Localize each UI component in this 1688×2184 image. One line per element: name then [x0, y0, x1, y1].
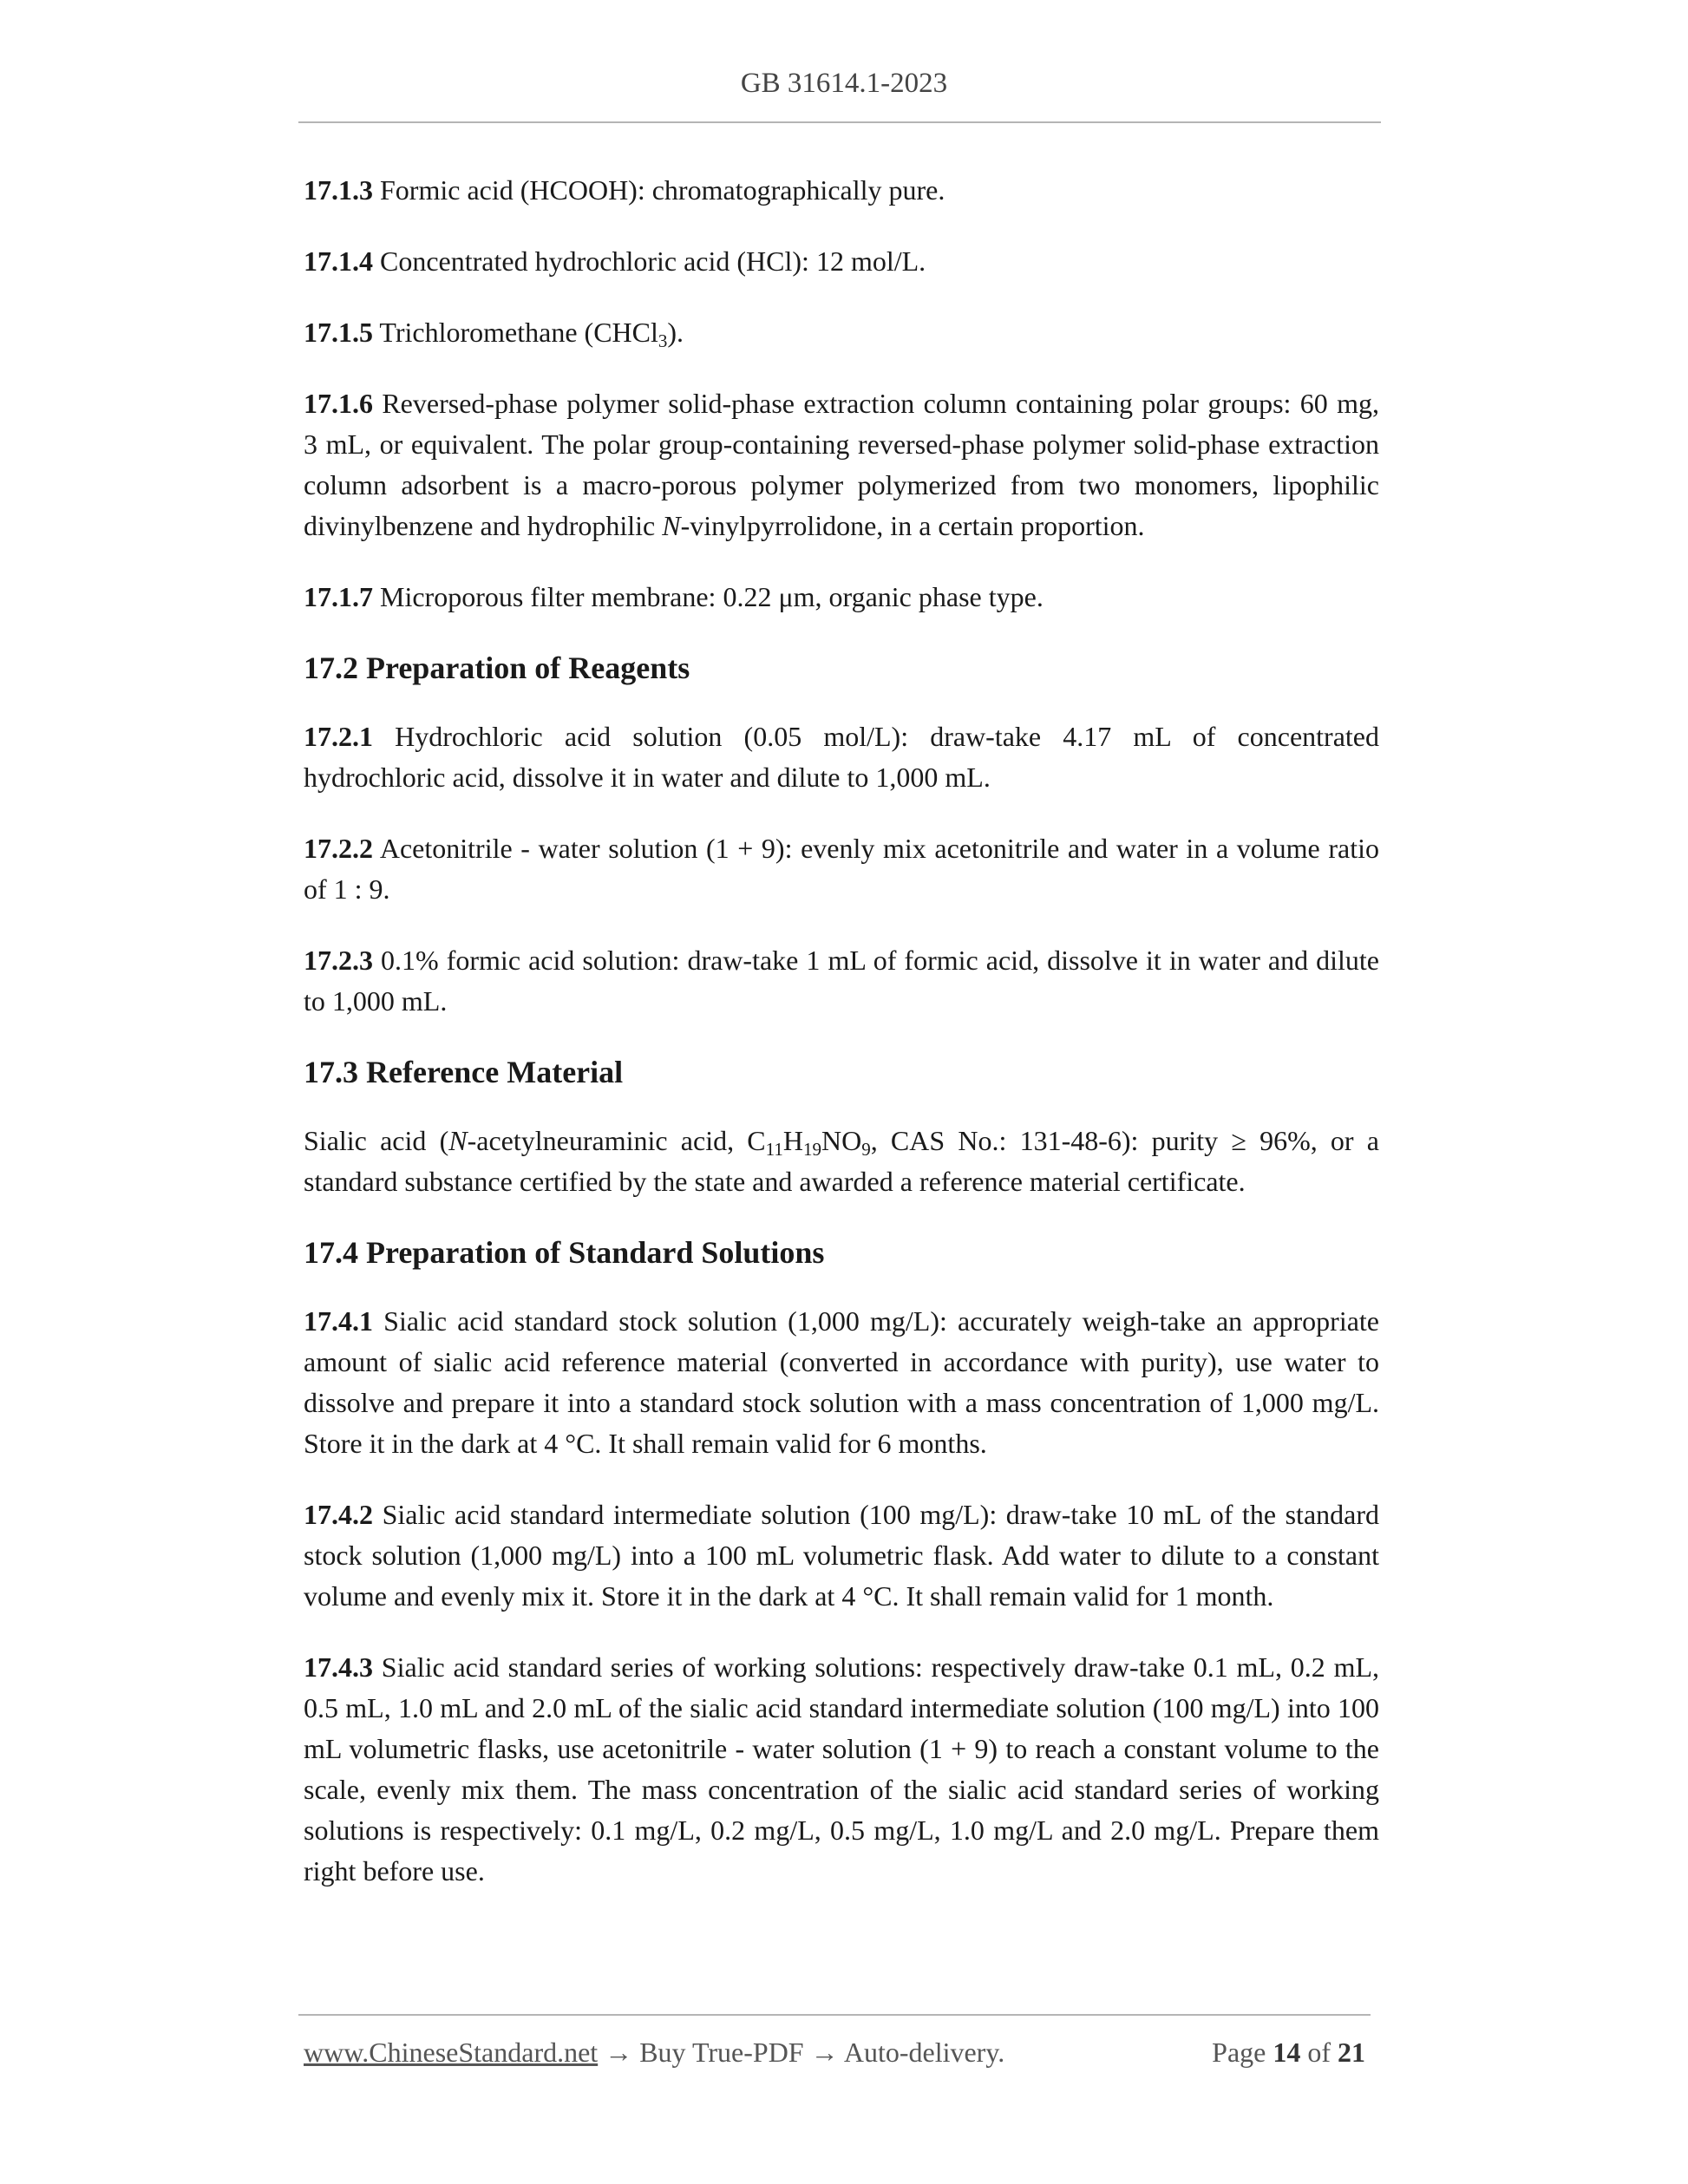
document-code-header: GB 31614.1-2023 — [740, 68, 948, 99]
clause-17-1-3 — [304, 170, 1379, 211]
section-heading-17-4: 17.4 Preparation of Standard Solutions — [304, 1235, 825, 1270]
clause-17-1-7 — [304, 577, 1379, 618]
clause-text: Concentrated hydrochloric acid (HCl): 12 mol/L. — [373, 245, 926, 277]
website-link[interactable]: www.ChineseStandard.net — [304, 2037, 599, 2068]
clause-17-2-1 — [304, 716, 1379, 798]
clause-17-1-4 — [304, 241, 1379, 282]
page-label: Page — [1212, 2037, 1273, 2068]
clause-text: Hydrochloric acid solution (0.05 mol/L): draw-take 4.17 mL of concentrated hydrochloric acid, dissolve it in water and dilute to 1,000 mL. — [304, 721, 1379, 793]
clause-number: 17.1.4 — [304, 245, 373, 277]
current-page-number: 14 — [1273, 2037, 1301, 2068]
text-run: H — [782, 1125, 803, 1156]
italic-symbol: N — [448, 1125, 468, 1156]
clause-text: Sialic acid standard stock solution (1,000 mg/L): accurately weigh-take an appropriate amount of sialic acid reference material (converted in accordance with purity), use water to dissolve and prepare it into a standard stock solution with a mass concentration of 1,000 mg/L. Store it in the dark at 4 °C. It shall remain valid for 6 months. — [304, 1305, 1379, 1459]
reference-material-paragraph — [304, 1121, 1379, 1202]
clause-number: 17.2.3 — [304, 945, 373, 976]
italic-symbol: N — [662, 510, 681, 541]
clause-number: 17.1.7 — [304, 581, 373, 612]
total-pages-number: 21 — [1338, 2037, 1365, 2068]
clause-text: Sialic acid standard series of working solutions: respectively draw-take 0.1 mL, 0.2 mL, 0.5 mL, 1.0 mL and 2.0 mL of the sialic acid standard intermediate solution (100 mg/L) into 100 mL volumetric flasks, use acetonitrile - water solution (1 + 9) to reach a constant volume to the scale, evenly mix them. The mass concentration of the sialic acid standard series of working solutions is respectively: 0.1 mg/L, 0.2 mg/L, 0.5 mg/L, 1.0 mg/L and 2.0 mg/L. Prepare them right before use. — [304, 1651, 1379, 1886]
clause-text-end: -vinylpyrrolidone, in a certain proportion. — [680, 510, 1145, 541]
text-run: -acetylneuraminic acid, C — [467, 1125, 766, 1156]
clause-number: 17.4.2 — [304, 1499, 373, 1530]
subscript: 3 — [658, 330, 668, 351]
clause-text: Sialic acid standard intermediate solution (100 mg/L): draw-take 10 mL of the standard stock solution (1,000 mg/L) into a 100 mL volumetric flask. Add water to dilute to a constant volume and evenly mix it. Store it in the dark at 4 °C. It shall remain valid for 1 month. — [304, 1499, 1379, 1612]
footer-divider — [298, 2014, 1371, 2016]
subscript: 9 — [861, 1139, 871, 1160]
clause-number: 17.1.3 — [304, 174, 373, 206]
clause-number: 17.4.3 — [304, 1651, 373, 1683]
clause-text: Trichloromethane (CHCl — [373, 317, 658, 348]
clause-17-4-2 — [304, 1494, 1379, 1617]
text-run: NO — [821, 1125, 862, 1156]
header-divider — [298, 121, 1381, 123]
section-heading-17-3: 17.3 Reference Material — [304, 1055, 624, 1089]
clause-17-2-2 — [304, 828, 1379, 910]
clause-17-2-3 — [304, 940, 1379, 1022]
clause-number: 17.2.1 — [304, 721, 373, 752]
clause-text: Microporous filter membrane: 0.22 μm, organic phase type. — [373, 581, 1044, 612]
clause-text: Formic acid (HCOOH): chromatographically pure. — [373, 174, 945, 206]
of-label: of — [1300, 2037, 1338, 2068]
clause-17-1-5 — [304, 312, 1379, 353]
text-run: , CAS No.: 131-48-6): purity ≥ 96%, or a standard substance certified by the state and awarded a reference material certificate. — [304, 1125, 1380, 1197]
clause-number: 17.1.6 — [304, 388, 373, 419]
page-indicator — [1212, 2035, 1365, 2070]
clause-text-end: ). — [667, 317, 684, 348]
clause-text: 0.1% formic acid solution: draw-take 1 mL of formic acid, dissolve it in water and dilute to 1,000 mL. — [304, 945, 1379, 1017]
clause-17-4-3 — [304, 1647, 1379, 1892]
subscript: 11 — [765, 1139, 783, 1160]
clause-text: Acetonitrile - water solution (1 + 9): evenly mix acetonitrile and water in a volume ratio of 1 : 9. — [304, 833, 1379, 905]
text-run: Sialic acid ( — [304, 1125, 449, 1156]
clause-17-4-1 — [304, 1301, 1379, 1464]
clause-number: 17.2.2 — [304, 833, 373, 864]
footer-promo-text: → Buy True-PDF → Auto-delivery. — [598, 2037, 1005, 2068]
clause-text: Reversed-phase polymer solid-phase extraction column containing polar groups: 60 mg, 3 mL, or equivalent. The polar group-containing reversed-phase polymer solid-phase extraction column adsorbent is a macro-porous polymer polymerized from two monomers, lipophilic divinylbenzene and hydrophilic — [304, 388, 1379, 541]
footer-promo — [304, 2035, 1004, 2070]
subscript: 19 — [802, 1139, 821, 1160]
clause-number: 17.4.1 — [304, 1305, 373, 1337]
clause-17-1-6 — [304, 383, 1379, 546]
clause-number: 17.1.5 — [304, 317, 373, 348]
section-heading-17-2: 17.2 Preparation of Reagents — [304, 651, 690, 685]
document-body — [304, 170, 1379, 1922]
